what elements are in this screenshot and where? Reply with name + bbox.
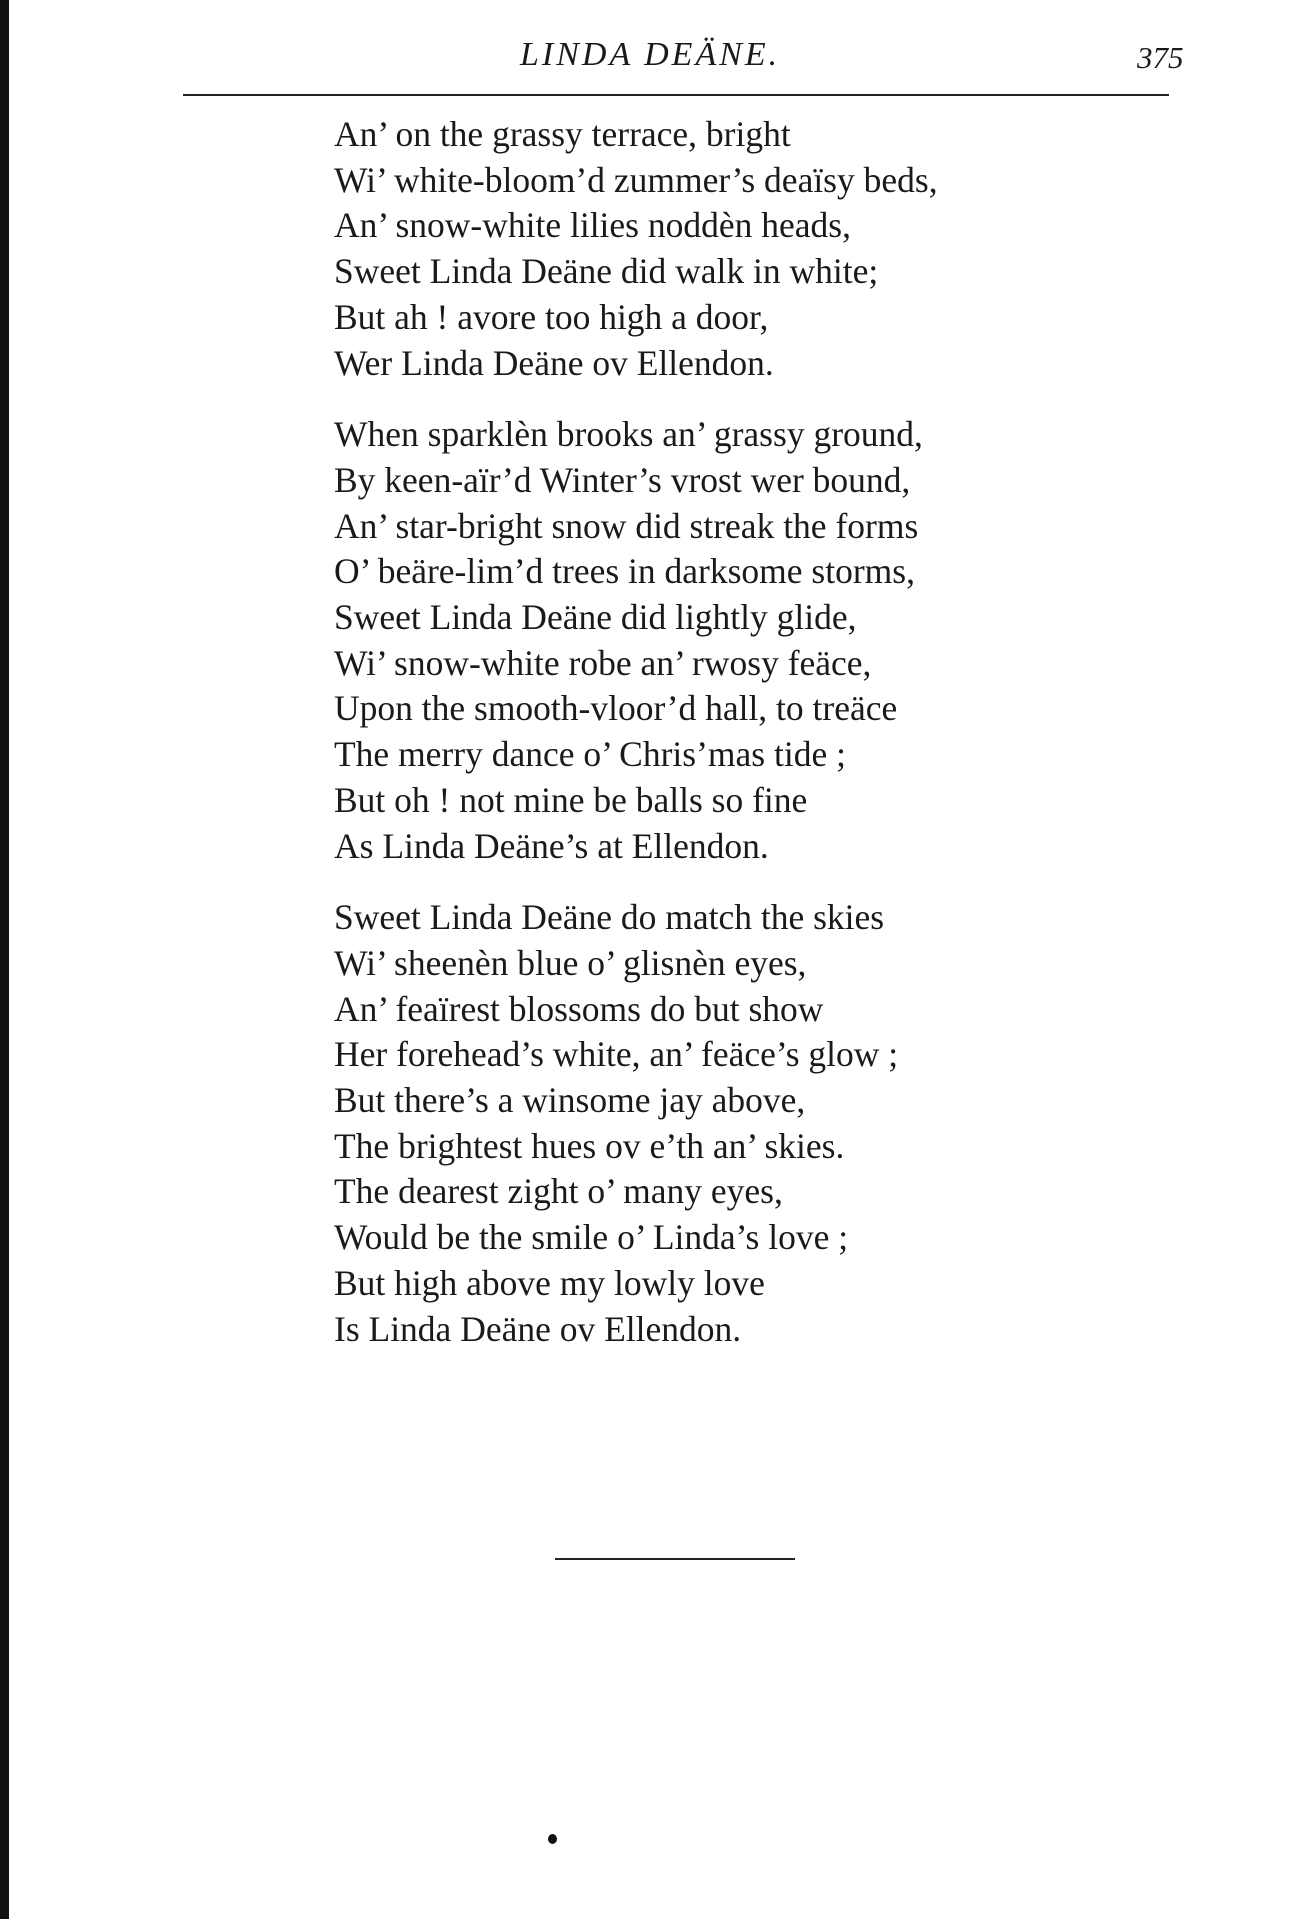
running-title: LINDA DEÄNE.: [520, 36, 781, 73]
poem-line: Her forehead’s white, an’ feäce’s glow ;: [334, 1034, 899, 1075]
poem-line: The dearest zight o’ many eyes,: [334, 1171, 783, 1212]
poem-line: An’ feaïrest blossoms do but show: [334, 988, 824, 1029]
poem-body: [334, 112, 1094, 1378]
poem-line: An’ snow-white lilies noddèn heads,: [334, 205, 851, 246]
poem-line: An’ star-bright snow did streak the forms: [334, 505, 919, 546]
header-rule: [183, 94, 1169, 96]
poem-line: Wer Linda Deäne ov Ellendon.: [334, 342, 774, 383]
poem-line: Wi’ white-bloom’d zummer’s deaïsy beds,: [334, 159, 938, 200]
end-of-poem-rule: [555, 1558, 795, 1560]
ink-dot-mark: [548, 1834, 557, 1844]
poem-line: By keen-aïr’d Winter’s vrost wer bound,: [334, 459, 911, 500]
poem-line: Sweet Linda Deäne did lightly glide,: [334, 597, 857, 638]
poem-line: The brightest hues ov e’th an’ skies.: [334, 1125, 845, 1166]
poem-line: Is Linda Deäne ov Ellendon.: [334, 1308, 742, 1349]
poem-line: When sparklèn brooks an’ grassy ground,: [334, 414, 923, 455]
stanza-3: [334, 895, 1094, 1352]
poem-line: But oh ! not mine be balls so fine: [334, 779, 808, 820]
poem-line: But there’s a winsome jay above,: [334, 1080, 806, 1121]
stanza-1: [334, 112, 1094, 386]
poem-line: The merry dance o’ Chris’mas tide ;: [334, 734, 846, 775]
poem-line: Sweet Linda Deäne did walk in white;: [334, 251, 879, 292]
poem-line: An’ on the grassy terrace, bright: [334, 114, 791, 154]
poem-line: As Linda Deäne’s at Ellendon.: [334, 825, 769, 866]
page-number: 375: [1137, 40, 1184, 75]
poem-line: But ah ! avore too high a door,: [334, 296, 769, 337]
stanza-2: [334, 412, 1094, 869]
poem-line: Wi’ snow-white robe an’ rwosy feäce,: [334, 642, 872, 683]
poem-line: O’ beäre-lim’d trees in darksome storms,: [334, 551, 915, 592]
poem-line: Sweet Linda Deäne do match the skies: [334, 897, 885, 938]
poem-line: Would be the smile o’ Linda’s love ;: [334, 1217, 849, 1258]
page-binding-edge: [0, 0, 9, 1919]
poem-line: Wi’ sheenèn blue o’ glisnèn eyes,: [334, 942, 807, 983]
running-head: [0, 36, 1312, 86]
poem-line: Upon the smooth-vloor’d hall, to treäce: [334, 688, 898, 729]
poem-line: But high above my lowly love: [334, 1262, 765, 1303]
